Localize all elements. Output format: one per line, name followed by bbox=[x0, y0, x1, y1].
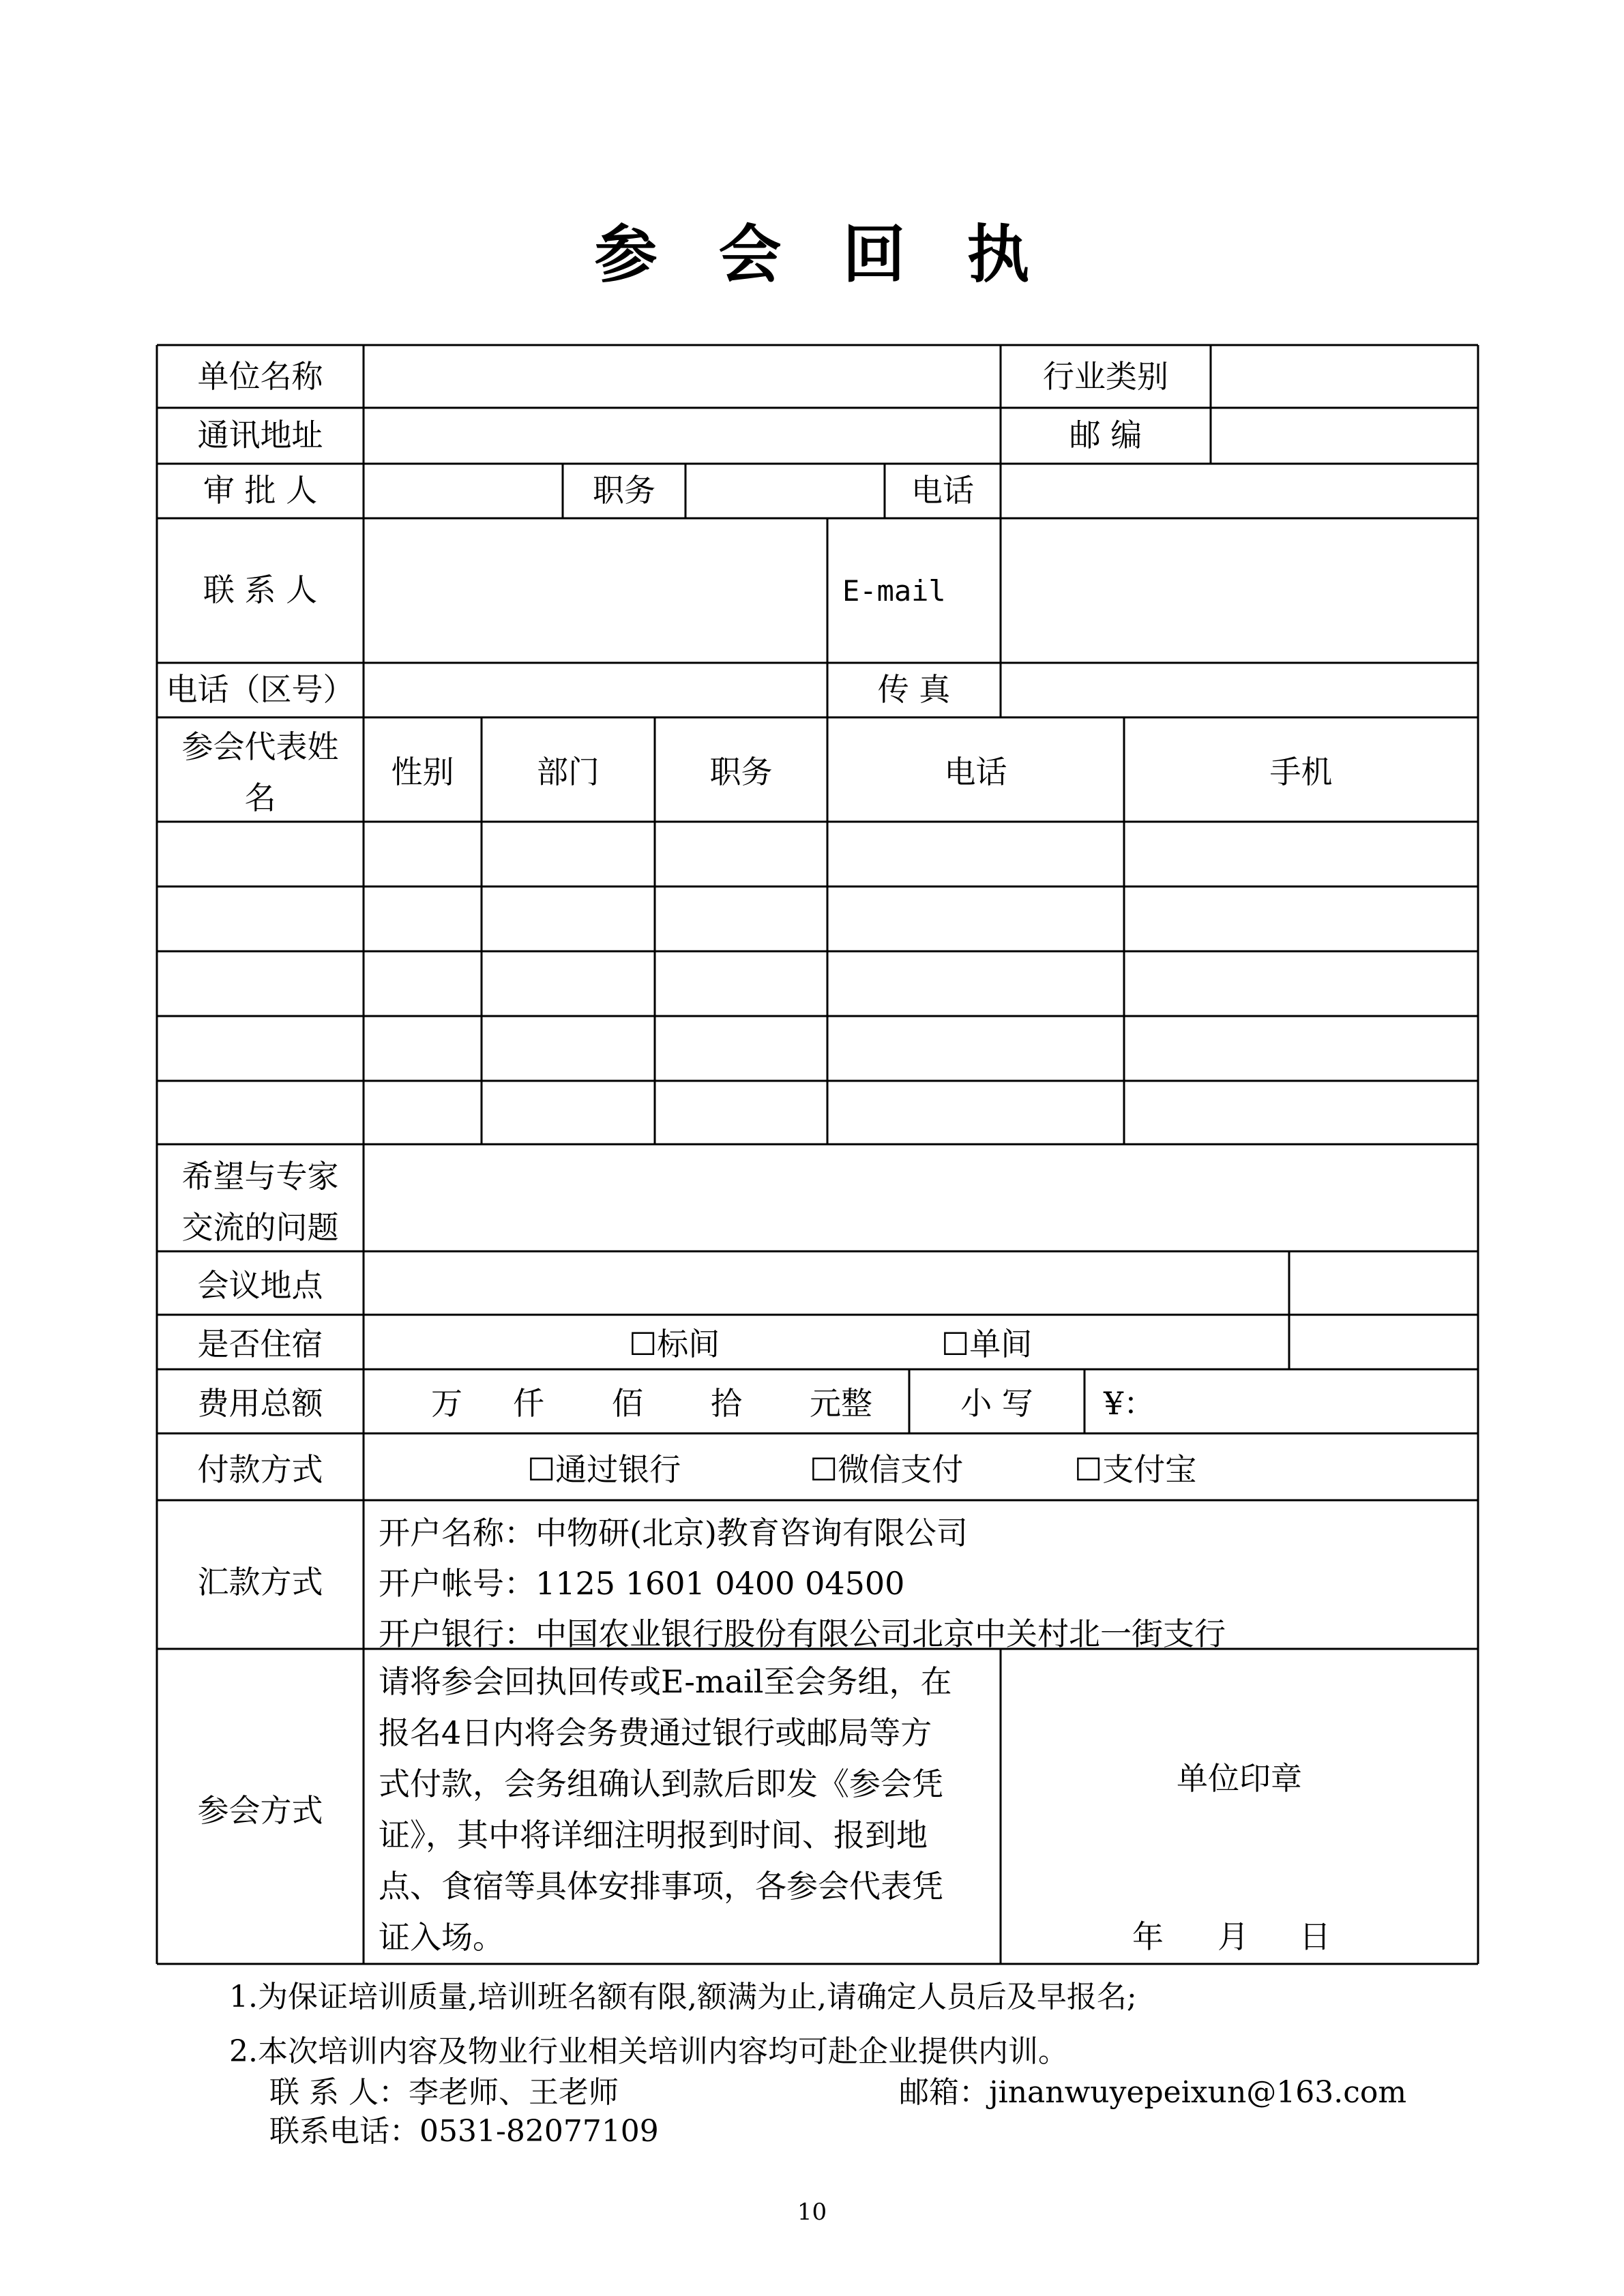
title-char: 会 bbox=[718, 218, 782, 291]
contact-phone: 联系电话：0531-82077109 bbox=[269, 2114, 659, 2149]
questions-label: 希望与专家 bbox=[181, 1158, 339, 1195]
phone-header: 电话 bbox=[944, 754, 1007, 790]
amount-unit-shi: 拾 bbox=[711, 1385, 742, 1422]
approver-label: 审 批 人 bbox=[203, 472, 318, 509]
pay-alipay-checkbox[interactable]: ☐支付宝 bbox=[1074, 1451, 1197, 1488]
date-month-label: 月 bbox=[1217, 1918, 1249, 1955]
attendee-name-label: 参会代表姓 bbox=[181, 728, 339, 765]
attend-line: 报名4日内将会务费通过银行或邮局等方 bbox=[379, 1714, 932, 1751]
postcode-label: 邮 编 bbox=[1069, 417, 1142, 453]
attend-line: 证入场。 bbox=[379, 1919, 504, 1956]
date-year-label: 年 bbox=[1132, 1918, 1164, 1955]
questions-label-2: 交流的问题 bbox=[181, 1209, 339, 1246]
room-single-checkbox[interactable]: ☐单间 bbox=[941, 1326, 1033, 1362]
note-1: 1.为保证培训质量,培训班名额有限,额满为止,请确定人员后及早报名; bbox=[229, 1980, 1137, 2014]
attend-line: 请将参会回执回传或E-mail至会务组，在 bbox=[379, 1663, 952, 1700]
attend-method-label: 参会方式 bbox=[197, 1792, 323, 1829]
page-number: 10 bbox=[797, 2198, 827, 2226]
venue-label: 会议地点 bbox=[197, 1267, 323, 1304]
amount-unit-bai: 佰 bbox=[612, 1385, 643, 1422]
unit-seal-label: 单位印章 bbox=[1177, 1760, 1302, 1797]
total-fee-label: 费用总额 bbox=[197, 1385, 323, 1422]
payment-method-label: 付款方式 bbox=[197, 1451, 323, 1488]
email-label: E-mail bbox=[842, 574, 946, 608]
amount-unit-qian: 仟 bbox=[513, 1385, 544, 1422]
lodging-label: 是否住宿 bbox=[197, 1326, 323, 1362]
small-label: 小 写 bbox=[960, 1385, 1033, 1422]
date-day-label: 日 bbox=[1299, 1918, 1331, 1955]
gender-header: 性别 bbox=[391, 754, 454, 790]
room-standard-checkbox[interactable]: ☐标间 bbox=[629, 1326, 720, 1362]
pay-bank-checkbox[interactable]: ☐通过银行 bbox=[527, 1451, 681, 1488]
contact-person: 联 系 人：李老师、王老师 bbox=[269, 2075, 619, 2110]
position-label: 职务 bbox=[593, 472, 655, 509]
amount-unit-yuan: 元整 bbox=[810, 1385, 872, 1422]
attendee-name-label-2: 名 bbox=[244, 779, 276, 816]
industry-label: 行业类别 bbox=[1043, 358, 1168, 395]
contact-label: 联 系 人 bbox=[203, 571, 318, 608]
fax-label: 传 真 bbox=[877, 671, 951, 708]
unit-name-label: 单位名称 bbox=[197, 358, 323, 395]
title-char: 回 bbox=[842, 218, 906, 291]
contact-email: 邮箱：jinanwuyepeixun@163.com bbox=[899, 2075, 1407, 2110]
title-char: 参 bbox=[594, 218, 658, 291]
mobile-header: 手机 bbox=[1269, 754, 1333, 790]
yen-label: ¥： bbox=[1104, 1385, 1155, 1422]
title-char: 执 bbox=[966, 218, 1030, 291]
phone-area-label: 电话（区号） bbox=[166, 671, 355, 708]
remit-line-account: 开户帐号：1125 1601 0400 04500 bbox=[379, 1565, 905, 1602]
department-header: 部门 bbox=[537, 754, 600, 790]
note-2: 2.本次培训内容及物业行业相关培训内容均可赴企业提供内训。 bbox=[229, 2034, 1068, 2069]
phone-label: 电话 bbox=[911, 472, 974, 509]
remit-line-name: 开户名称：中物研(北京)教育咨询有限公司 bbox=[379, 1515, 968, 1551]
remit-line-bank: 开户银行：中国农业银行股份有限公司北京中关村北一街支行 bbox=[379, 1615, 1226, 1652]
position-header: 职务 bbox=[709, 754, 773, 790]
attend-line: 点、食宿等具体安排事项，各参会代表凭 bbox=[379, 1868, 943, 1905]
remit-method-label: 汇款方式 bbox=[197, 1564, 323, 1600]
pay-wechat-checkbox[interactable]: ☐微信支付 bbox=[810, 1451, 964, 1488]
address-label: 通讯地址 bbox=[197, 417, 323, 453]
amount-unit-wan: 万 bbox=[431, 1385, 462, 1422]
attend-line: 证》，其中将详细注明报到时间、报到地 bbox=[379, 1817, 928, 1853]
attend-line: 式付款，会务组确认到款后即发《参会凭 bbox=[379, 1765, 943, 1802]
